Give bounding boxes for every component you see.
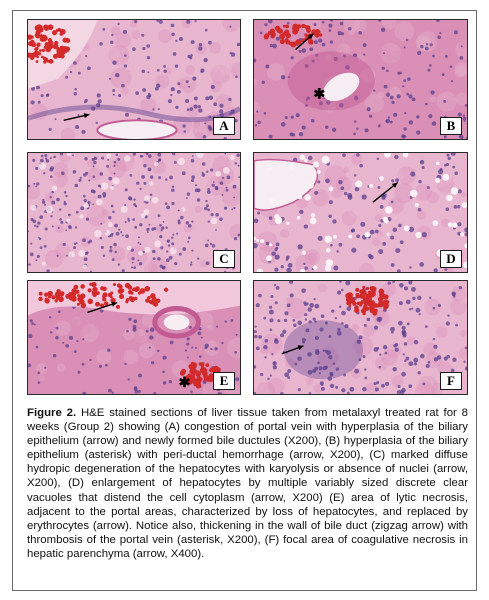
svg-text:✱: ✱	[313, 85, 326, 102]
caption-label: Figure 2.	[27, 407, 77, 419]
caption-text: H&E stained sections of liver tissue taken from metalaxyl treated rat for 8 weeks (Group 2) showing (A) congestion of portal vein with hyperplasia of the biliary epithelium (arrow) and newly formed bile ductules (X200), (B) hyperplasia of the biliary epithelium (asterisk) with peri-ductal hemorrhage (arrow, X200), (C) marked diffuse hydropic degeneration of the hepatocytes with karyolysis or absence of nuclei (arrow, X200), (D) enlargement of hepatocytes by multiple variably sized discrete clear vacuoles that distend the cell cytoplasm (arrow, X200) (E) area of lytic necrosis, adjacent to the portal areas, characterized by loss of hepatocytes, and replaced by erythrocytes (arrow). Notice also, thickening in the wall of bile duct (zigzag arrow) with thrombosis of the portal vein (asterisk, X200), (F) focal area of coagulative necrosis in hepatic parenchyma (arrow, X400).	[27, 407, 468, 560]
figure-caption	[27, 406, 468, 561]
panel-label-b: B	[440, 117, 462, 135]
micrograph-e-image	[28, 281, 240, 394]
micrograph-panel-e	[27, 280, 241, 395]
micrograph-panel-b	[253, 19, 468, 140]
panel-label-c: C	[213, 250, 235, 268]
micrograph-panel-c	[27, 152, 241, 273]
micrograph-panel-f	[253, 280, 468, 395]
micrograph-b-image	[254, 20, 467, 139]
micrograph-panel-d	[253, 152, 468, 273]
micrograph-f-image	[254, 281, 467, 394]
panel-label-f: F	[440, 372, 462, 390]
micrograph-d-image	[254, 153, 467, 272]
micrograph-panel-a	[27, 19, 241, 140]
micrograph-a-image	[28, 20, 240, 139]
micrograph-c-image	[28, 153, 240, 272]
panel-label-d: D	[440, 250, 462, 268]
svg-text:✱: ✱	[178, 374, 191, 391]
panel-label-a: A	[213, 117, 235, 135]
panel-label-e: E	[213, 372, 235, 390]
